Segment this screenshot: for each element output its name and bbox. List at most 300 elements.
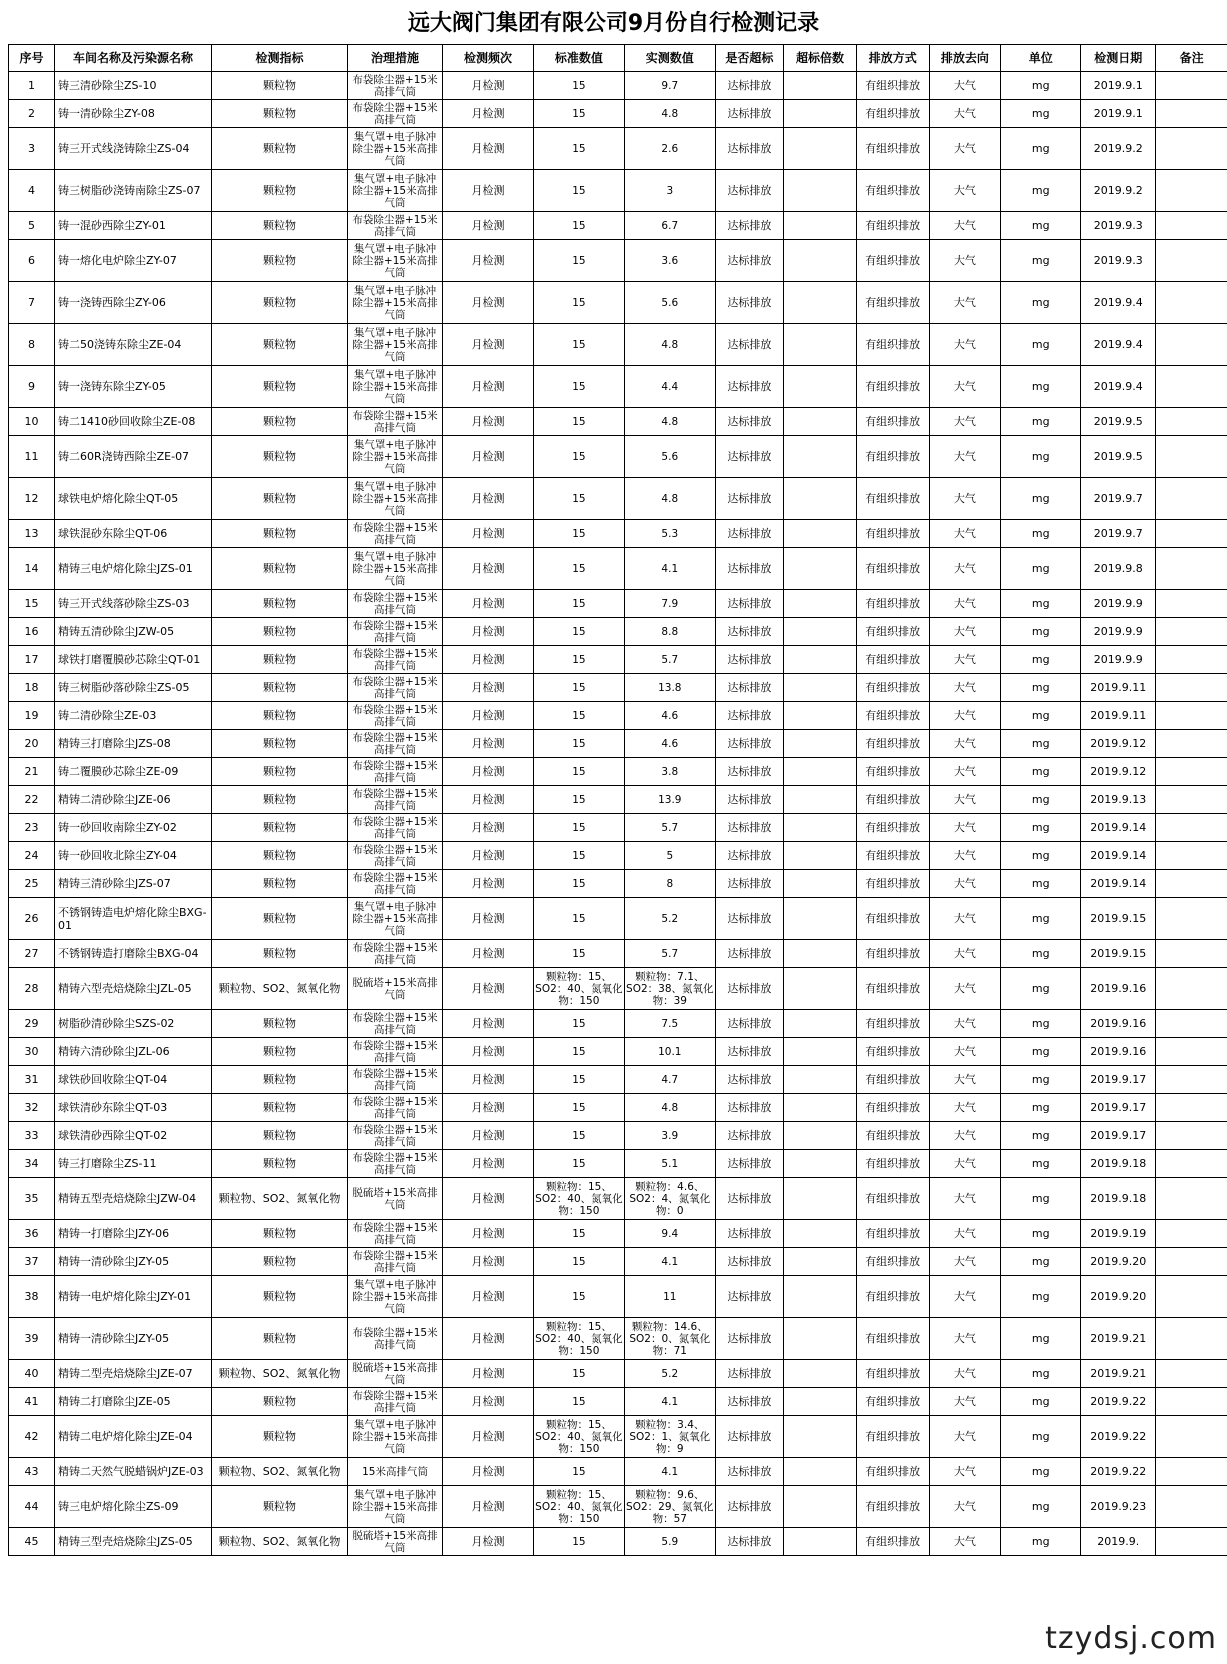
table-row bbox=[9, 814, 1227, 842]
cell-row-number: 6 bbox=[9, 240, 55, 282]
cell-discharge-mode: 有组织排放 bbox=[856, 478, 929, 520]
header-cell: 备注 bbox=[1156, 45, 1227, 72]
table-row bbox=[9, 1360, 1227, 1388]
cell-standard-value: 15 bbox=[533, 1122, 624, 1150]
cell-row-number: 10 bbox=[9, 408, 55, 436]
cell-treatment-measure: 布袋除尘器+15米高排气筒 bbox=[347, 1094, 442, 1122]
cell-source-name: 铸一浇铸西除尘ZY-06 bbox=[54, 282, 211, 324]
cell-inspection-date: 2019.9.4 bbox=[1081, 282, 1156, 324]
cell-remark bbox=[1156, 408, 1227, 436]
cell-indicator: 颗粒物 bbox=[212, 940, 348, 968]
cell-compliance: 达标排放 bbox=[715, 870, 783, 898]
cell-frequency: 月检测 bbox=[443, 758, 534, 786]
cell-exceed-multiple bbox=[784, 324, 857, 366]
cell-unit: mg bbox=[1001, 436, 1081, 478]
cell-standard-value: 15 bbox=[533, 282, 624, 324]
cell-inspection-date: 2019.9.16 bbox=[1081, 1010, 1156, 1038]
cell-indicator: 颗粒物 bbox=[212, 898, 348, 940]
cell-standard-value: 15 bbox=[533, 170, 624, 212]
cell-source-name: 精铸五型壳焙烧除尘JZW-04 bbox=[54, 1178, 211, 1220]
cell-remark bbox=[1156, 1150, 1227, 1178]
cell-remark bbox=[1156, 170, 1227, 212]
cell-discharge-mode: 有组织排放 bbox=[856, 100, 929, 128]
table-row bbox=[9, 1486, 1227, 1528]
cell-standard-value: 15 bbox=[533, 1458, 624, 1486]
cell-discharge-mode: 有组织排放 bbox=[856, 870, 929, 898]
cell-frequency: 月检测 bbox=[443, 520, 534, 548]
cell-exceed-multiple bbox=[784, 1528, 857, 1556]
cell-treatment-measure: 布袋除尘器+15米高排气筒 bbox=[347, 1220, 442, 1248]
cell-inspection-date: 2019.9.18 bbox=[1081, 1150, 1156, 1178]
cell-indicator: 颗粒物 bbox=[212, 72, 348, 100]
cell-treatment-measure: 集气罩+电子脉冲除尘器+15米高排气筒 bbox=[347, 1486, 442, 1528]
cell-treatment-measure: 集气罩+电子脉冲除尘器+15米高排气筒 bbox=[347, 1416, 442, 1458]
cell-compliance: 达标排放 bbox=[715, 240, 783, 282]
cell-discharge-mode: 有组织排放 bbox=[856, 1178, 929, 1220]
cell-remark bbox=[1156, 870, 1227, 898]
cell-row-number: 16 bbox=[9, 618, 55, 646]
cell-remark bbox=[1156, 842, 1227, 870]
cell-remark bbox=[1156, 646, 1227, 674]
cell-row-number: 26 bbox=[9, 898, 55, 940]
cell-remark bbox=[1156, 1010, 1227, 1038]
cell-remark bbox=[1156, 730, 1227, 758]
cell-discharge-destination: 大气 bbox=[929, 408, 1001, 436]
cell-discharge-destination: 大气 bbox=[929, 786, 1001, 814]
cell-source-name: 精铸二天然气脱蜡锅炉JZE-03 bbox=[54, 1458, 211, 1486]
cell-row-number: 25 bbox=[9, 870, 55, 898]
cell-standard-value: 15 bbox=[533, 1094, 624, 1122]
cell-exceed-multiple bbox=[784, 758, 857, 786]
cell-indicator: 颗粒物 bbox=[212, 128, 348, 170]
cell-compliance: 达标排放 bbox=[715, 128, 783, 170]
cell-exceed-multiple bbox=[784, 212, 857, 240]
cell-inspection-date: 2019.9.14 bbox=[1081, 842, 1156, 870]
cell-exceed-multiple bbox=[784, 1416, 857, 1458]
cell-indicator: 颗粒物 bbox=[212, 814, 348, 842]
cell-inspection-date: 2019.9.17 bbox=[1081, 1066, 1156, 1094]
cell-frequency: 月检测 bbox=[443, 282, 534, 324]
cell-indicator: 颗粒物 bbox=[212, 240, 348, 282]
cell-treatment-measure: 布袋除尘器+15米高排气筒 bbox=[347, 72, 442, 100]
cell-discharge-mode: 有组织排放 bbox=[856, 702, 929, 730]
cell-discharge-destination: 大气 bbox=[929, 674, 1001, 702]
cell-treatment-measure: 布袋除尘器+15米高排气筒 bbox=[347, 618, 442, 646]
cell-exceed-multiple bbox=[784, 702, 857, 730]
cell-compliance: 达标排放 bbox=[715, 898, 783, 940]
cell-unit: mg bbox=[1001, 646, 1081, 674]
cell-indicator: 颗粒物、SO2、氮氧化物 bbox=[212, 1178, 348, 1220]
cell-treatment-measure: 布袋除尘器+15米高排气筒 bbox=[347, 730, 442, 758]
cell-inspection-date: 2019.9.7 bbox=[1081, 478, 1156, 520]
cell-source-name: 精铸二清砂除尘JZE-06 bbox=[54, 786, 211, 814]
cell-indicator: 颗粒物 bbox=[212, 282, 348, 324]
cell-unit: mg bbox=[1001, 1276, 1081, 1318]
cell-treatment-measure: 布袋除尘器+15米高排气筒 bbox=[347, 870, 442, 898]
cell-indicator: 颗粒物 bbox=[212, 212, 348, 240]
cell-discharge-mode: 有组织排放 bbox=[856, 1416, 929, 1458]
cell-treatment-measure: 15米高排气筒 bbox=[347, 1458, 442, 1486]
cell-treatment-measure: 布袋除尘器+15米高排气筒 bbox=[347, 212, 442, 240]
cell-unit: mg bbox=[1001, 1318, 1081, 1360]
cell-source-name: 精铸五清砂除尘JZW-05 bbox=[54, 618, 211, 646]
cell-row-number: 7 bbox=[9, 282, 55, 324]
cell-remark bbox=[1156, 366, 1227, 408]
cell-exceed-multiple bbox=[784, 618, 857, 646]
table-row bbox=[9, 590, 1227, 618]
cell-compliance: 达标排放 bbox=[715, 1528, 783, 1556]
cell-measured-value: 颗粒物：14.6、SO2：0、氮氧化物：71 bbox=[624, 1318, 715, 1360]
cell-row-number: 30 bbox=[9, 1038, 55, 1066]
cell-discharge-mode: 有组织排放 bbox=[856, 590, 929, 618]
table-row bbox=[9, 870, 1227, 898]
cell-treatment-measure: 布袋除尘器+15米高排气筒 bbox=[347, 1318, 442, 1360]
cell-frequency: 月检测 bbox=[443, 72, 534, 100]
cell-indicator: 颗粒物 bbox=[212, 618, 348, 646]
cell-source-name: 精铸三打磨除尘JZS-08 bbox=[54, 730, 211, 758]
cell-measured-value: 5.7 bbox=[624, 646, 715, 674]
cell-discharge-destination: 大气 bbox=[929, 128, 1001, 170]
cell-inspection-date: 2019.9.4 bbox=[1081, 366, 1156, 408]
cell-treatment-measure: 布袋除尘器+15米高排气筒 bbox=[347, 408, 442, 436]
cell-compliance: 达标排放 bbox=[715, 618, 783, 646]
cell-treatment-measure: 布袋除尘器+15米高排气筒 bbox=[347, 1122, 442, 1150]
cell-frequency: 月检测 bbox=[443, 478, 534, 520]
cell-row-number: 41 bbox=[9, 1388, 55, 1416]
cell-unit: mg bbox=[1001, 842, 1081, 870]
cell-compliance: 达标排放 bbox=[715, 1150, 783, 1178]
cell-measured-value: 颗粒物：9.6、SO2：29、氮氧化物：57 bbox=[624, 1486, 715, 1528]
cell-source-name: 铸一熔化电炉除尘ZY-07 bbox=[54, 240, 211, 282]
cell-discharge-destination: 大气 bbox=[929, 1010, 1001, 1038]
cell-standard-value: 15 bbox=[533, 786, 624, 814]
table-row bbox=[9, 282, 1227, 324]
cell-remark bbox=[1156, 1122, 1227, 1150]
cell-compliance: 达标排放 bbox=[715, 646, 783, 674]
cell-source-name: 铸三树脂砂落砂除尘ZS-05 bbox=[54, 674, 211, 702]
cell-discharge-destination: 大气 bbox=[929, 1528, 1001, 1556]
cell-source-name: 球铁清砂东除尘QT-03 bbox=[54, 1094, 211, 1122]
cell-discharge-mode: 有组织排放 bbox=[856, 1248, 929, 1276]
cell-frequency: 月检测 bbox=[443, 1066, 534, 1094]
table-row bbox=[9, 702, 1227, 730]
cell-measured-value: 9.7 bbox=[624, 72, 715, 100]
cell-inspection-date: 2019.9.18 bbox=[1081, 1178, 1156, 1220]
cell-discharge-mode: 有组织排放 bbox=[856, 520, 929, 548]
cell-discharge-mode: 有组织排放 bbox=[856, 1220, 929, 1248]
cell-inspection-date: 2019.9.19 bbox=[1081, 1220, 1156, 1248]
cell-discharge-mode: 有组织排放 bbox=[856, 674, 929, 702]
cell-treatment-measure: 布袋除尘器+15米高排气筒 bbox=[347, 1066, 442, 1094]
cell-remark bbox=[1156, 548, 1227, 590]
cell-standard-value: 15 bbox=[533, 940, 624, 968]
table-row bbox=[9, 478, 1227, 520]
cell-inspection-date: 2019.9.17 bbox=[1081, 1094, 1156, 1122]
cell-measured-value: 5.6 bbox=[624, 282, 715, 324]
cell-measured-value: 13.8 bbox=[624, 674, 715, 702]
document-title: 远大阀门集团有限公司9月份自行检测记录 bbox=[407, 11, 820, 36]
cell-remark bbox=[1156, 1276, 1227, 1318]
cell-frequency: 月检测 bbox=[443, 170, 534, 212]
cell-inspection-date: 2019.9.1 bbox=[1081, 100, 1156, 128]
cell-remark bbox=[1156, 1248, 1227, 1276]
header-cell: 检测频次 bbox=[443, 45, 534, 72]
cell-inspection-date: 2019.9.22 bbox=[1081, 1416, 1156, 1458]
cell-source-name: 精铸一打磨除尘JZY-06 bbox=[54, 1220, 211, 1248]
cell-treatment-measure: 布袋除尘器+15米高排气筒 bbox=[347, 1388, 442, 1416]
cell-row-number: 3 bbox=[9, 128, 55, 170]
cell-row-number: 20 bbox=[9, 730, 55, 758]
cell-compliance: 达标排放 bbox=[715, 72, 783, 100]
cell-unit: mg bbox=[1001, 520, 1081, 548]
cell-exceed-multiple bbox=[784, 520, 857, 548]
table-row bbox=[9, 968, 1227, 1010]
cell-exceed-multiple bbox=[784, 1276, 857, 1318]
cell-treatment-measure: 布袋除尘器+15米高排气筒 bbox=[347, 702, 442, 730]
cell-unit: mg bbox=[1001, 1122, 1081, 1150]
cell-remark bbox=[1156, 1528, 1227, 1556]
cell-unit: mg bbox=[1001, 170, 1081, 212]
cell-source-name: 铸二60R浇铸西除尘ZE-07 bbox=[54, 436, 211, 478]
header-cell: 实测数值 bbox=[624, 45, 715, 72]
cell-treatment-measure: 集气罩+电子脉冲除尘器+15米高排气筒 bbox=[347, 548, 442, 590]
cell-measured-value: 4.8 bbox=[624, 1094, 715, 1122]
table-row bbox=[9, 1220, 1227, 1248]
cell-indicator: 颗粒物 bbox=[212, 324, 348, 366]
cell-discharge-mode: 有组织排放 bbox=[856, 282, 929, 324]
table-row bbox=[9, 324, 1227, 366]
cell-inspection-date: 2019.9.8 bbox=[1081, 548, 1156, 590]
cell-inspection-date: 2019.9.4 bbox=[1081, 324, 1156, 366]
cell-frequency: 月检测 bbox=[443, 1220, 534, 1248]
cell-row-number: 45 bbox=[9, 1528, 55, 1556]
table-row bbox=[9, 1066, 1227, 1094]
cell-treatment-measure: 布袋除尘器+15米高排气筒 bbox=[347, 646, 442, 674]
cell-unit: mg bbox=[1001, 1066, 1081, 1094]
cell-source-name: 铸一清砂除尘ZY-08 bbox=[54, 100, 211, 128]
table-row bbox=[9, 618, 1227, 646]
cell-discharge-mode: 有组织排放 bbox=[856, 128, 929, 170]
cell-unit: mg bbox=[1001, 1416, 1081, 1458]
cell-frequency: 月检测 bbox=[443, 646, 534, 674]
cell-frequency: 月检测 bbox=[443, 814, 534, 842]
cell-indicator: 颗粒物 bbox=[212, 170, 348, 212]
cell-inspection-date: 2019.9.16 bbox=[1081, 1038, 1156, 1066]
cell-frequency: 月检测 bbox=[443, 240, 534, 282]
cell-remark bbox=[1156, 1360, 1227, 1388]
table-body bbox=[9, 72, 1227, 1556]
cell-standard-value: 15 bbox=[533, 478, 624, 520]
table-row bbox=[9, 212, 1227, 240]
cell-measured-value: 3 bbox=[624, 170, 715, 212]
cell-discharge-destination: 大气 bbox=[929, 590, 1001, 618]
header-cell: 标准数值 bbox=[533, 45, 624, 72]
cell-unit: mg bbox=[1001, 1220, 1081, 1248]
cell-inspection-date: 2019.9.22 bbox=[1081, 1388, 1156, 1416]
cell-exceed-multiple bbox=[784, 478, 857, 520]
cell-exceed-multiple bbox=[784, 590, 857, 618]
cell-exceed-multiple bbox=[784, 730, 857, 758]
cell-inspection-date: 2019.9.12 bbox=[1081, 730, 1156, 758]
table-row bbox=[9, 646, 1227, 674]
cell-measured-value: 颗粒物：7.1、SO2：38、氮氧化物：39 bbox=[624, 968, 715, 1010]
cell-discharge-destination: 大气 bbox=[929, 1388, 1001, 1416]
cell-standard-value: 15 bbox=[533, 618, 624, 646]
table-row bbox=[9, 1276, 1227, 1318]
cell-measured-value: 4.6 bbox=[624, 730, 715, 758]
cell-indicator: 颗粒物 bbox=[212, 1318, 348, 1360]
cell-treatment-measure: 集气罩+电子脉冲除尘器+15米高排气筒 bbox=[347, 478, 442, 520]
cell-row-number: 27 bbox=[9, 940, 55, 968]
cell-compliance: 达标排放 bbox=[715, 436, 783, 478]
cell-unit: mg bbox=[1001, 898, 1081, 940]
cell-source-name: 铸三开式线落砂除尘ZS-03 bbox=[54, 590, 211, 618]
cell-measured-value: 4.8 bbox=[624, 324, 715, 366]
cell-exceed-multiple bbox=[784, 1010, 857, 1038]
cell-indicator: 颗粒物 bbox=[212, 674, 348, 702]
cell-treatment-measure: 布袋除尘器+15米高排气筒 bbox=[347, 520, 442, 548]
cell-indicator: 颗粒物 bbox=[212, 702, 348, 730]
cell-unit: mg bbox=[1001, 1038, 1081, 1066]
cell-discharge-destination: 大气 bbox=[929, 1486, 1001, 1528]
table-row bbox=[9, 240, 1227, 282]
cell-treatment-measure: 布袋除尘器+15米高排气筒 bbox=[347, 758, 442, 786]
table-row bbox=[9, 1528, 1227, 1556]
cell-remark bbox=[1156, 814, 1227, 842]
cell-inspection-date: 2019.9.5 bbox=[1081, 408, 1156, 436]
cell-compliance: 达标排放 bbox=[715, 1360, 783, 1388]
cell-standard-value: 15 bbox=[533, 1360, 624, 1388]
cell-unit: mg bbox=[1001, 1150, 1081, 1178]
cell-inspection-date: 2019.9.9 bbox=[1081, 618, 1156, 646]
cell-remark bbox=[1156, 1318, 1227, 1360]
cell-discharge-destination: 大气 bbox=[929, 1220, 1001, 1248]
cell-standard-value: 15 bbox=[533, 730, 624, 758]
cell-indicator: 颗粒物 bbox=[212, 590, 348, 618]
cell-row-number: 4 bbox=[9, 170, 55, 212]
cell-compliance: 达标排放 bbox=[715, 730, 783, 758]
cell-discharge-destination: 大气 bbox=[929, 1360, 1001, 1388]
cell-standard-value: 15 bbox=[533, 100, 624, 128]
cell-discharge-destination: 大气 bbox=[929, 1094, 1001, 1122]
cell-discharge-destination: 大气 bbox=[929, 814, 1001, 842]
cell-source-name: 球铁砂回收除尘QT-04 bbox=[54, 1066, 211, 1094]
cell-compliance: 达标排放 bbox=[715, 478, 783, 520]
cell-source-name: 精铸一电炉熔化除尘JZY-01 bbox=[54, 1276, 211, 1318]
cell-source-name: 铸三开式线浇铸除尘ZS-04 bbox=[54, 128, 211, 170]
cell-source-name: 铸一浇铸东除尘ZY-05 bbox=[54, 366, 211, 408]
cell-source-name: 精铸二打磨除尘JZE-05 bbox=[54, 1388, 211, 1416]
cell-source-name: 精铸六清砂除尘JZL-06 bbox=[54, 1038, 211, 1066]
cell-discharge-destination: 大气 bbox=[929, 842, 1001, 870]
cell-frequency: 月检测 bbox=[443, 436, 534, 478]
cell-remark bbox=[1156, 1038, 1227, 1066]
cell-source-name: 铸一砂回收南除尘ZY-02 bbox=[54, 814, 211, 842]
cell-remark bbox=[1156, 1220, 1227, 1248]
cell-treatment-measure: 布袋除尘器+15米高排气筒 bbox=[347, 1248, 442, 1276]
cell-frequency: 月检测 bbox=[443, 1122, 534, 1150]
cell-indicator: 颗粒物 bbox=[212, 842, 348, 870]
cell-discharge-mode: 有组织排放 bbox=[856, 786, 929, 814]
cell-source-name: 球铁混砂东除尘QT-06 bbox=[54, 520, 211, 548]
cell-remark bbox=[1156, 758, 1227, 786]
cell-indicator: 颗粒物 bbox=[212, 870, 348, 898]
cell-inspection-date: 2019.9. bbox=[1081, 1528, 1156, 1556]
cell-measured-value: 5.2 bbox=[624, 1360, 715, 1388]
table-row bbox=[9, 1248, 1227, 1276]
cell-frequency: 月检测 bbox=[443, 1276, 534, 1318]
cell-exceed-multiple bbox=[784, 408, 857, 436]
cell-exceed-multiple bbox=[784, 1248, 857, 1276]
cell-compliance: 达标排放 bbox=[715, 968, 783, 1010]
cell-inspection-date: 2019.9.3 bbox=[1081, 212, 1156, 240]
cell-measured-value: 4.1 bbox=[624, 1248, 715, 1276]
cell-unit: mg bbox=[1001, 1094, 1081, 1122]
cell-exceed-multiple bbox=[784, 674, 857, 702]
cell-row-number: 19 bbox=[9, 702, 55, 730]
cell-compliance: 达标排放 bbox=[715, 1388, 783, 1416]
table-row bbox=[9, 548, 1227, 590]
cell-compliance: 达标排放 bbox=[715, 1416, 783, 1458]
table-row bbox=[9, 1010, 1227, 1038]
cell-frequency: 月检测 bbox=[443, 366, 534, 408]
cell-remark bbox=[1156, 212, 1227, 240]
cell-row-number: 15 bbox=[9, 590, 55, 618]
cell-discharge-destination: 大气 bbox=[929, 1458, 1001, 1486]
cell-row-number: 38 bbox=[9, 1276, 55, 1318]
cell-source-name: 铸一混砂西除尘ZY-01 bbox=[54, 212, 211, 240]
cell-unit: mg bbox=[1001, 1388, 1081, 1416]
cell-standard-value: 15 bbox=[533, 324, 624, 366]
table-row bbox=[9, 758, 1227, 786]
cell-discharge-mode: 有组织排放 bbox=[856, 646, 929, 674]
cell-unit: mg bbox=[1001, 814, 1081, 842]
cell-discharge-mode: 有组织排放 bbox=[856, 730, 929, 758]
cell-frequency: 月检测 bbox=[443, 1038, 534, 1066]
cell-treatment-measure: 脱硫塔+15米高排气筒 bbox=[347, 968, 442, 1010]
cell-exceed-multiple bbox=[784, 282, 857, 324]
cell-compliance: 达标排放 bbox=[715, 324, 783, 366]
cell-remark bbox=[1156, 674, 1227, 702]
cell-exceed-multiple bbox=[784, 100, 857, 128]
cell-source-name: 球铁打磨覆膜砂芯除尘QT-01 bbox=[54, 646, 211, 674]
cell-discharge-mode: 有组织排放 bbox=[856, 1122, 929, 1150]
cell-compliance: 达标排放 bbox=[715, 282, 783, 324]
cell-discharge-destination: 大气 bbox=[929, 1318, 1001, 1360]
cell-standard-value: 15 bbox=[533, 1010, 624, 1038]
cell-treatment-measure: 脱硫塔+15米高排气筒 bbox=[347, 1528, 442, 1556]
cell-frequency: 月检测 bbox=[443, 674, 534, 702]
cell-measured-value: 11 bbox=[624, 1276, 715, 1318]
cell-standard-value: 15 bbox=[533, 898, 624, 940]
cell-remark bbox=[1156, 1178, 1227, 1220]
cell-frequency: 月检测 bbox=[443, 590, 534, 618]
cell-inspection-date: 2019.9.1 bbox=[1081, 72, 1156, 100]
cell-unit: mg bbox=[1001, 1360, 1081, 1388]
header-cell: 排放方式 bbox=[856, 45, 929, 72]
table-row bbox=[9, 170, 1227, 212]
cell-discharge-mode: 有组织排放 bbox=[856, 1094, 929, 1122]
cell-treatment-measure: 布袋除尘器+15米高排气筒 bbox=[347, 842, 442, 870]
cell-discharge-destination: 大气 bbox=[929, 240, 1001, 282]
cell-discharge-mode: 有组织排放 bbox=[856, 1038, 929, 1066]
cell-remark bbox=[1156, 1486, 1227, 1528]
cell-standard-value: 15 bbox=[533, 758, 624, 786]
cell-unit: mg bbox=[1001, 758, 1081, 786]
cell-compliance: 达标排放 bbox=[715, 366, 783, 408]
cell-row-number: 12 bbox=[9, 478, 55, 520]
cell-discharge-destination: 大气 bbox=[929, 478, 1001, 520]
